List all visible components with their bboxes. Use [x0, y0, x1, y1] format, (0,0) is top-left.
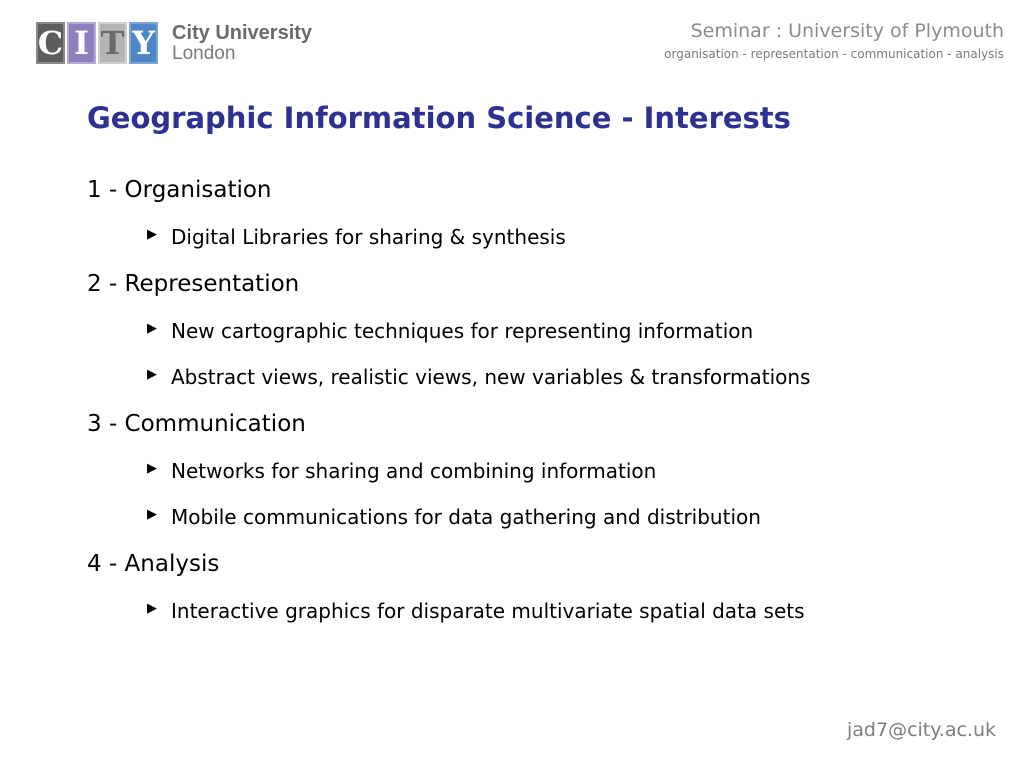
- list-item-text: Abstract views, realistic views, new variables & transformations: [171, 365, 811, 389]
- section-heading-representation: 2 - Representation: [87, 271, 300, 297]
- list-item: [147, 502, 987, 532]
- list-item: [147, 316, 987, 346]
- seminar-subtitle: organisation - representation - communication - analysis: [664, 47, 1004, 61]
- list-item: [147, 362, 987, 392]
- logo-text: [172, 23, 312, 64]
- triangle-right-icon: ▶: [147, 367, 157, 382]
- list-item-text: Networks for sharing and combining information: [171, 459, 657, 483]
- section-heading-communication: 3 - Communication: [87, 411, 306, 437]
- list-item: [147, 456, 987, 486]
- logo-university-name: City University: [172, 21, 313, 44]
- author-email: jad7@city.ac.uk: [847, 719, 996, 741]
- triangle-right-icon: ▶: [147, 321, 157, 336]
- list-item-text: New cartographic techniques for representing information: [171, 319, 754, 343]
- logo-tiles: [36, 22, 160, 64]
- interests-list: [87, 174, 987, 642]
- list-item-text: Interactive graphics for disparate multivariate spatial data sets: [171, 599, 805, 623]
- city-university-logo: [36, 22, 312, 64]
- logo-city-name: London: [172, 42, 236, 64]
- list-item: [147, 596, 987, 626]
- list-item-text: Digital Libraries for sharing & synthesis: [171, 225, 566, 249]
- triangle-right-icon: ▶: [147, 461, 157, 476]
- logo-tile-i: I: [67, 22, 96, 64]
- seminar-title: Seminar : University of Plymouth: [690, 20, 1004, 42]
- slide-title: Geographic Information Science - Interests: [87, 101, 791, 135]
- triangle-right-icon: ▶: [147, 601, 157, 616]
- triangle-right-icon: ▶: [147, 227, 157, 242]
- list-item: [147, 222, 987, 252]
- section-heading-analysis: 4 - Analysis: [87, 551, 220, 577]
- logo-tile-y: Y: [129, 22, 158, 64]
- logo-tile-c: C: [37, 24, 64, 62]
- list-item-text: Mobile communications for data gathering and distribution: [171, 505, 761, 529]
- logo-tile-t: T: [98, 22, 127, 64]
- triangle-right-icon: ▶: [147, 507, 157, 522]
- section-heading-organisation: 1 - Organisation: [87, 177, 272, 203]
